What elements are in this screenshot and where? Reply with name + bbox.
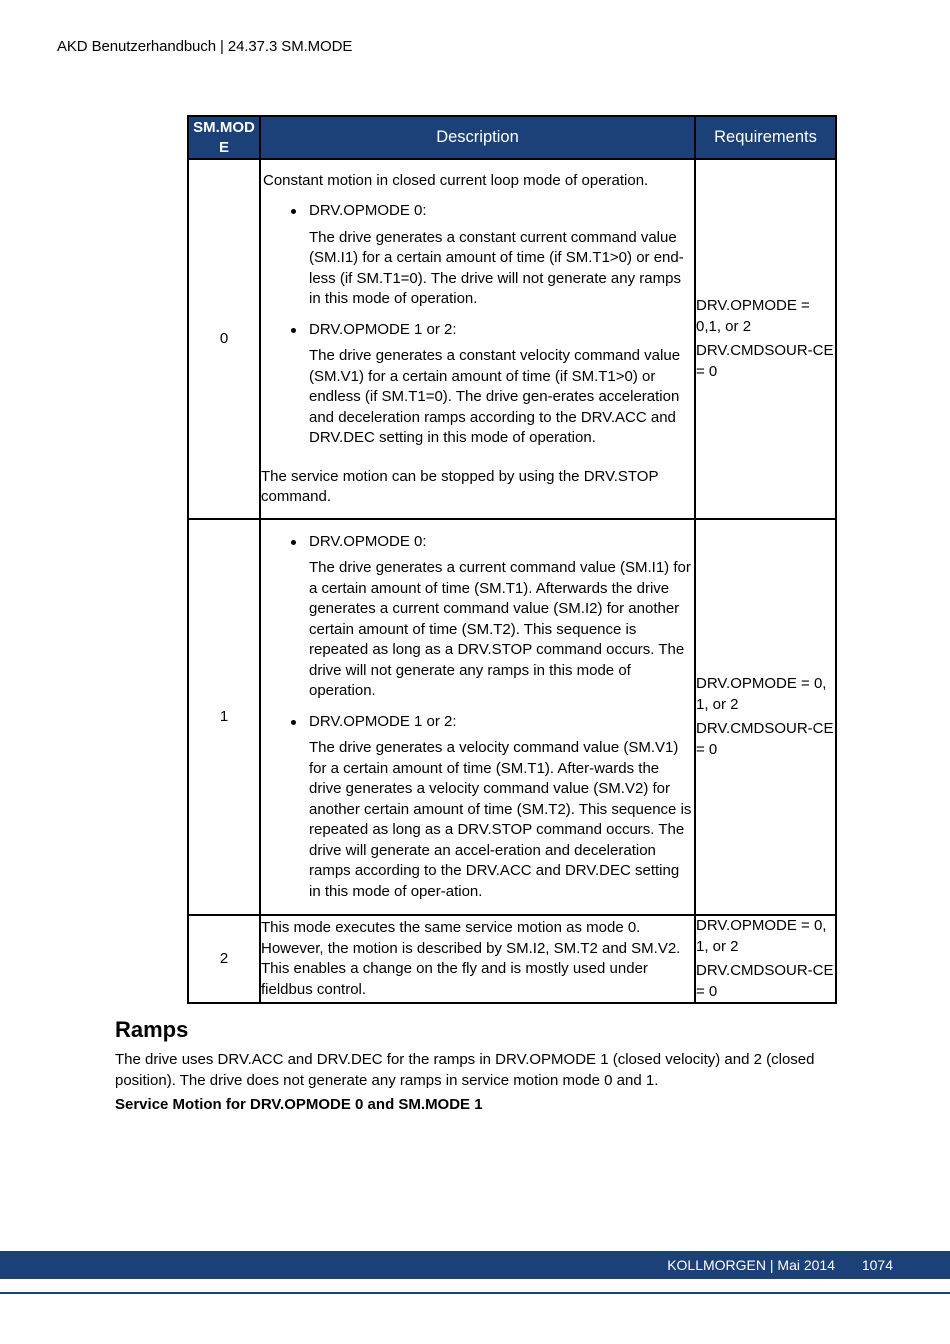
list-item-text: The drive generates a constant current command value (SM.I1) for a certain amount of time (if SM.T1>0) or end-less (if SM.T1=0). The drive will not generate any ramps in this mode of operation. — [309, 228, 684, 307]
table-row — [188, 915, 836, 1003]
mode-cell: 1 — [188, 519, 260, 915]
footer-rule — [0, 1292, 950, 1294]
requirements-cell — [695, 159, 836, 519]
bullet-list — [261, 201, 694, 449]
ramps-paragraph: The drive uses DRV.ACC and DRV.DEC for the ramps in DRV.OPMODE 1 (closed velocity) and 2 (closed position). The drive does not generate any ramps in service motion mode 0 and 1. — [115, 1051, 815, 1089]
requirements-cell — [695, 915, 836, 1003]
page-number: 1074 — [861, 1257, 893, 1273]
footer-publisher: KOLLMORGEN | Mai 2014 — [667, 1257, 835, 1273]
bullet-icon — [291, 540, 296, 545]
description-cell — [260, 519, 695, 915]
description-cell — [260, 915, 695, 1003]
column-header-mode: SM.MODE — [188, 116, 260, 159]
requirements-cell — [695, 519, 836, 915]
list-item — [261, 201, 694, 310]
row-outro: The service motion can be stopped by using the DRV.STOP command. — [261, 467, 659, 505]
list-item-title: DRV.OPMODE 0: — [309, 202, 427, 219]
row-intro: Constant motion in closed current loop mode of operation. — [263, 171, 649, 189]
list-item — [261, 320, 694, 449]
list-item-text: The drive generates a current command value (SM.I1) for a certain amount of time (SM.T1). Afterwards the drive generates a current command value (SM.I2) for another certain amount of time (SM.T2). This sequence is repeated as long as a DRV.STOP command occurs. The drive will not generate any ramps in this mode of operation. — [309, 559, 691, 700]
table-row — [188, 519, 836, 915]
bullet-icon — [291, 720, 296, 725]
row-text: This mode executes the same service motion as mode 0. However, the motion is described by SM.I2, SM.T2 and SM.V2. This enables a change on the fly and is mostly used under fieldbus control. — [261, 919, 681, 998]
requirement-opmode: DRV.OPMODE = 0,1, or 2 — [696, 297, 810, 335]
requirement-cmdsource: DRV.CMDSOUR-CE = 0 — [696, 720, 834, 758]
mode-cell: 0 — [188, 159, 260, 519]
requirement-cmdsource: DRV.CMDSOUR-CE = 0 — [696, 342, 834, 380]
requirement-cmdsource: DRV.CMDSOUR-CE = 0 — [696, 962, 834, 1000]
list-item — [261, 712, 694, 903]
mode-cell: 2 — [188, 915, 260, 1003]
bullet-list — [261, 532, 694, 903]
table-row — [188, 159, 836, 519]
subsection-heading: Service Motion for DRV.OPMODE 0 and SM.MODE 1 — [115, 1096, 483, 1113]
table-header-row — [188, 116, 836, 159]
list-item-text: The drive generates a constant velocity command value (SM.V1) for a certain amount of time (if SM.T1>0) or endless (if SM.T1=0). The drive gen-erates acceleration and deceleration ramps according to the DRV.ACC and DRV.DEC setting in this mode of operation. — [309, 347, 681, 446]
list-item-title: DRV.OPMODE 1 or 2: — [309, 712, 457, 730]
list-item — [261, 532, 694, 702]
list-item-title: DRV.OPMODE 1 or 2: — [309, 320, 457, 338]
list-item-title: DRV.OPMODE 0: — [309, 532, 427, 550]
description-cell — [260, 159, 695, 519]
sm-mode-table — [187, 115, 837, 1004]
list-item-text: The drive generates a velocity command value (SM.V1) for a certain amount of time (SM.T1). After-wards the drive generates a velocity command value (SM.V2) for another certain amount of time (SM.T2). This sequence is repeated as long as a DRV.STOP command occurs. The drive will generate an accel-eration and deceleration ramps according to the DRV.ACC and DRV.DEC setting in this mode of oper-ation. — [309, 739, 692, 900]
requirement-opmode: DRV.OPMODE = 0, 1, or 2 — [696, 917, 827, 955]
running-header: AKD Benutzerhandbuch | 24.37.3 SM.MODE — [57, 38, 353, 55]
column-header-requirements: Requirements — [695, 116, 836, 159]
section-heading-ramps: Ramps — [115, 1017, 189, 1042]
requirement-opmode: DRV.OPMODE = 0, 1, or 2 — [696, 675, 827, 713]
bullet-icon — [291, 328, 296, 333]
column-header-description: Description — [260, 116, 695, 159]
bullet-icon — [291, 209, 296, 214]
